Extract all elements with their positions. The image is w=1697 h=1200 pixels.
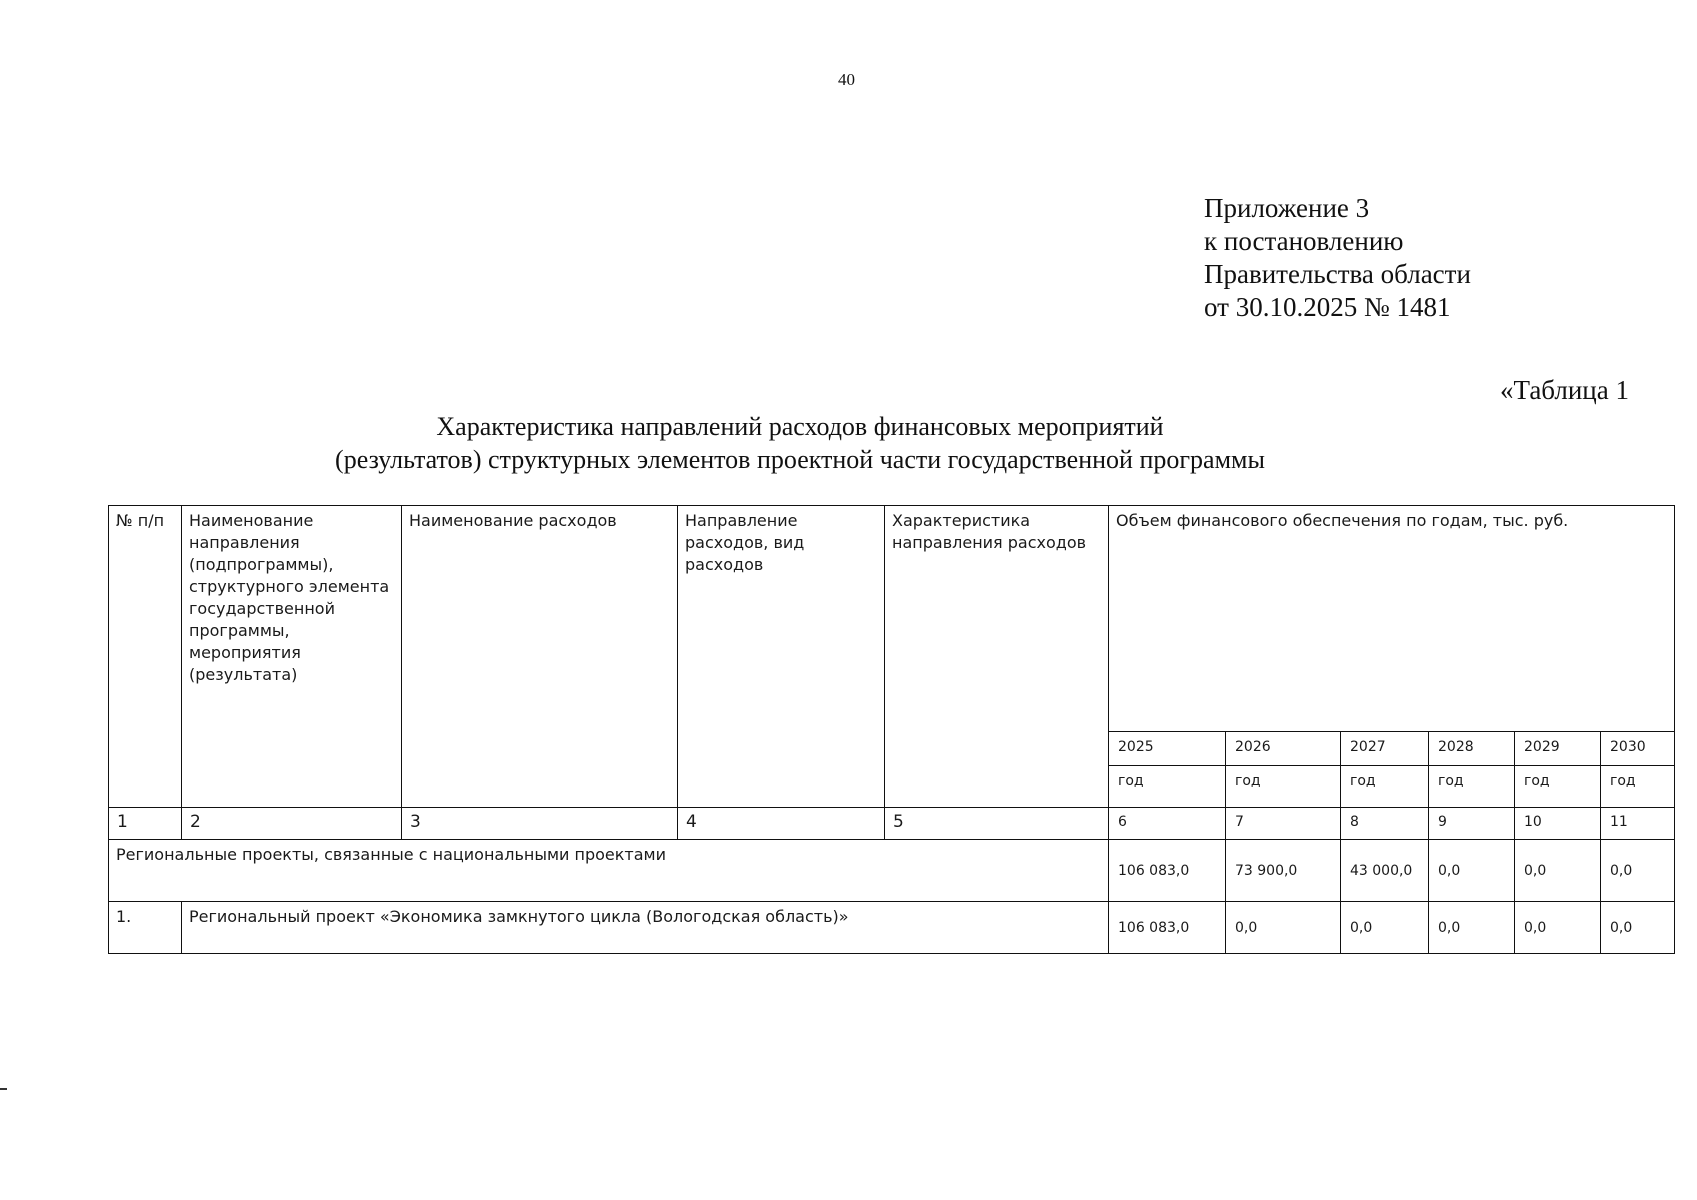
column-index-row: [109, 808, 1675, 840]
year-unit: год: [1601, 766, 1675, 808]
header-direction-name: Наименование направления (подпрограммы), структурного элемента государственной программы, мероприятия (результата): [182, 506, 402, 808]
document-title: [300, 410, 1300, 476]
project-label: Региональный проект «Экономика замкнутого цикла (Вологодская область)»: [182, 902, 1109, 954]
page-number: 40: [838, 70, 855, 89]
column-index: 11: [1601, 808, 1675, 840]
amount-2026: 0,0: [1226, 902, 1341, 954]
column-index: 9: [1429, 808, 1515, 840]
year-2028: 2028: [1429, 732, 1515, 766]
section-row: [109, 840, 1675, 902]
project-row: [109, 902, 1675, 954]
year-unit: год: [1109, 766, 1226, 808]
amount-2029: 0,0: [1515, 902, 1601, 954]
appendix-line-3: Правительства области: [1204, 259, 1471, 289]
column-index: 7: [1226, 808, 1341, 840]
column-index: 3: [402, 808, 678, 840]
header-funding-volume: Объем финансового обеспечения по годам, тыс. руб.: [1109, 506, 1675, 732]
amount-2027: 43 000,0: [1341, 840, 1429, 902]
amount-2030: 0,0: [1601, 902, 1675, 954]
amount-2025: 106 083,0: [1109, 840, 1226, 902]
amount-2027: 0,0: [1341, 902, 1429, 954]
year-unit: год: [1429, 766, 1515, 808]
amount-2029: 0,0: [1515, 840, 1601, 902]
column-index: 8: [1341, 808, 1429, 840]
column-index: 6: [1109, 808, 1226, 840]
amount-2030: 0,0: [1601, 840, 1675, 902]
year-2027: 2027: [1341, 732, 1429, 766]
year-2029: 2029: [1515, 732, 1601, 766]
header-row: [109, 506, 1675, 732]
amount-2028: 0,0: [1429, 902, 1515, 954]
title-line-2: (результатов) структурных элементов проектной части государственной программы: [335, 445, 1265, 474]
amount-2026: 73 900,0: [1226, 840, 1341, 902]
year-unit: год: [1341, 766, 1429, 808]
appendix-block: [1204, 192, 1471, 324]
header-number: № п/п: [109, 506, 182, 808]
appendix-line-4: от 30.10.2025 № 1481: [1204, 292, 1451, 322]
amount-2028: 0,0: [1429, 840, 1515, 902]
section-label: Региональные проекты, связанные с национальными проектами: [109, 840, 1109, 902]
project-number: 1.: [109, 902, 182, 954]
year-unit: год: [1515, 766, 1601, 808]
appendix-line-1: Приложение 3: [1204, 193, 1370, 223]
scan-mark: [0, 1088, 7, 1090]
column-index: 2: [182, 808, 402, 840]
year-unit: год: [1226, 766, 1341, 808]
title-line-1: Характеристика направлений расходов финансовых мероприятий: [436, 412, 1164, 441]
column-index: 10: [1515, 808, 1601, 840]
year-2025: 2025: [1109, 732, 1226, 766]
header-direction-characteristic: Характеристика направления расходов: [885, 506, 1109, 808]
column-index: 4: [678, 808, 885, 840]
appendix-line-2: к постановлению: [1204, 226, 1404, 256]
column-index: 1: [109, 808, 182, 840]
table-label: «Таблица 1: [1500, 375, 1629, 405]
year-2030: 2030: [1601, 732, 1675, 766]
header-expense-name: Наименование расходов: [402, 506, 678, 808]
finance-table: [108, 505, 1675, 954]
year-2026: 2026: [1226, 732, 1341, 766]
amount-2025: 106 083,0: [1109, 902, 1226, 954]
column-index: 5: [885, 808, 1109, 840]
header-expense-direction: Направление расходов, вид расходов: [678, 506, 885, 808]
